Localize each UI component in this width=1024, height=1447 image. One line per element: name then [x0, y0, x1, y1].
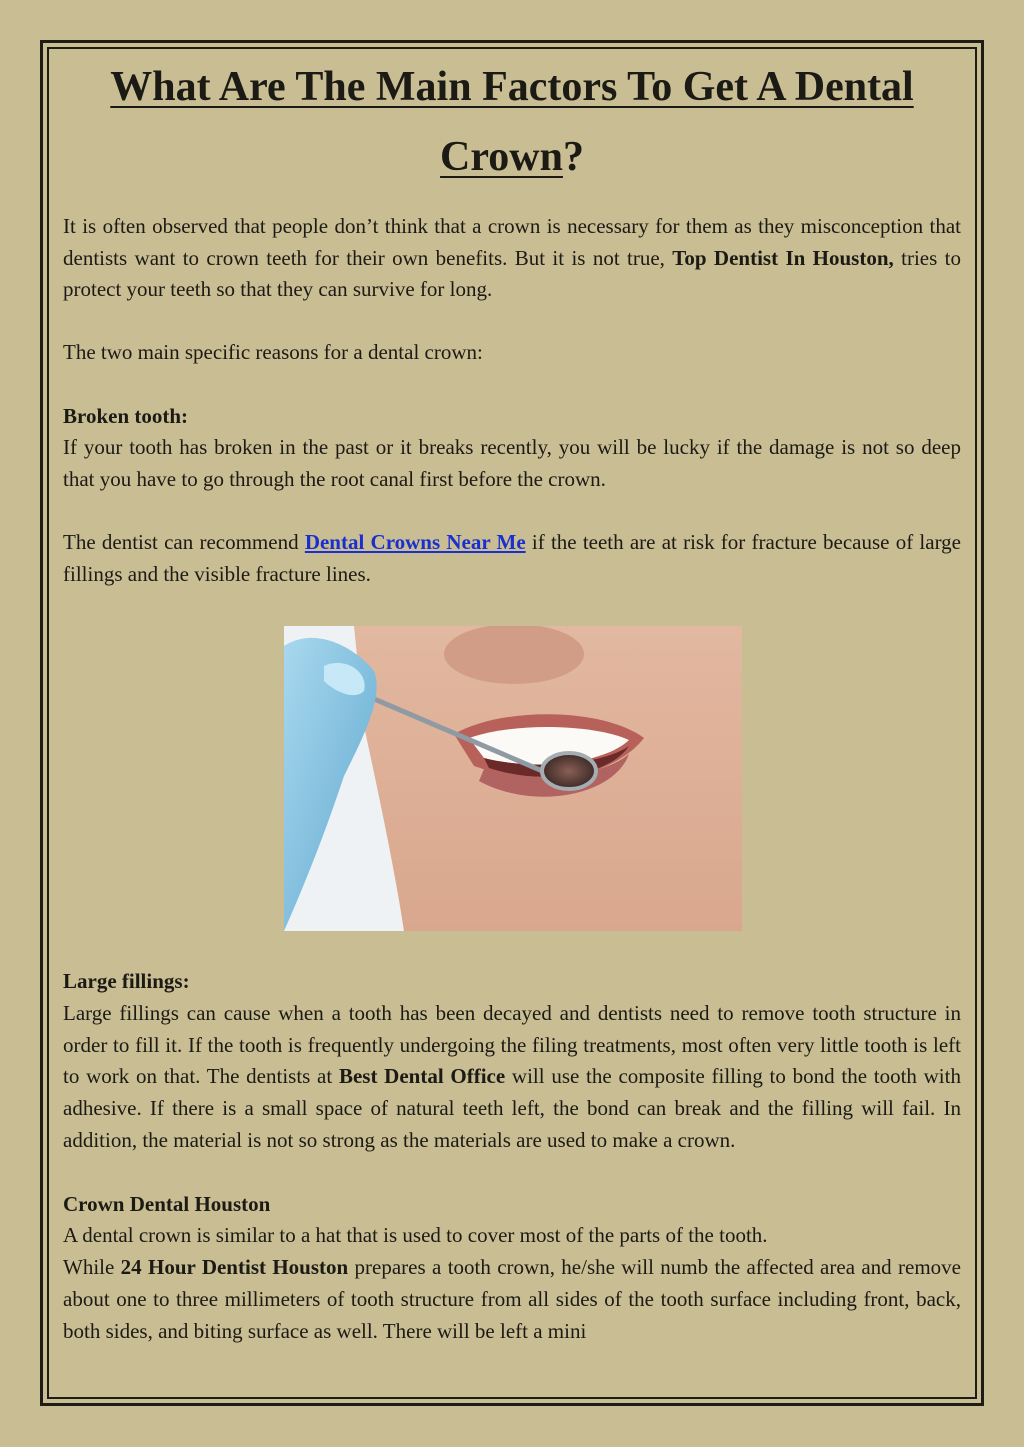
title-line-1: What Are The Main Factors To Get A Dental [110, 64, 914, 110]
crown-section-text-2: prepares a tooth crown, he/she will numb the affected area and remove about one to three millimeters of tooth structure from all sides of the tooth surface including front, back, both sides, and biting surface as well. There will be left a mini [63, 1255, 962, 1343]
large-fillings-text-1: Large fillings can cause when a tooth has been decayed and dentists need to remove tooth structure in order to fill it. If the tooth is frequently undergoing the filing treatments, most often very little tooth is left to work on that. The dentists at [63, 1000, 961, 1089]
large-fillings-heading [63, 966, 961, 998]
article-body-top [63, 211, 961, 590]
intro-text-1: It is often observed that people don’t think that a crown is necessary for them as they misconception that dentists want to crown teeth for their own benefits. But it is not true, [63, 214, 961, 270]
article-body-bottom [63, 966, 961, 1348]
large-fillings-bold: Best Dental Office [338, 1064, 506, 1089]
broken-tooth-heading-text: Broken tooth: [63, 403, 189, 428]
crown-section-text-1: While [63, 1255, 121, 1280]
large-fillings-heading-text: Large fillings: [63, 969, 190, 993]
recommend-paragraph [63, 527, 961, 590]
page-title [62, 52, 962, 192]
reasons-intro: The two main specific reasons for a dental crown: [63, 340, 483, 365]
crown-section-heading [63, 1189, 961, 1221]
intro-bold: Top Dentist In Houston, [672, 245, 894, 270]
dental-exam-photo [284, 626, 742, 931]
broken-tooth-heading [63, 401, 961, 433]
intro-text-2: tries to protect your teeth so that they can survive for long. [63, 245, 961, 302]
recommend-text-1: The dentist can recommend [63, 529, 305, 554]
recommend-text-2: if the teeth are at risk for fracture because of large fillings and the visible fracture lines. [63, 529, 962, 586]
crown-section-heading-text: Crown Dental Houston [63, 1191, 271, 1216]
dental-crowns-near-me-link[interactable]: Dental Crowns Near Me [304, 529, 526, 554]
crown-section-bold: 24 Hour Dentist Houston [120, 1255, 349, 1280]
crown-section-line-1: A dental crown is similar to a hat that is used to cover most of the parts of the tooth. [63, 1223, 768, 1248]
title-suffix: ? [562, 134, 584, 180]
title-line-2: Crown [440, 134, 563, 180]
crown-section-paragraph [63, 1252, 961, 1347]
large-fillings-paragraph [63, 998, 961, 1157]
large-fillings-text-2: will use the composite filling to bond the tooth with adhesive. If there is a small space of natural teeth left, the bond can break and the filling will fail. In addition, the material is not so strong as the materials are used to make a crown. [63, 1064, 961, 1152]
intro-paragraph [63, 211, 961, 306]
broken-tooth-paragraph: If your tooth has broken in the past or it breaks recently, you will be lucky if the damage is not so deep that you have to go through the root canal first before the crown. [63, 435, 961, 491]
